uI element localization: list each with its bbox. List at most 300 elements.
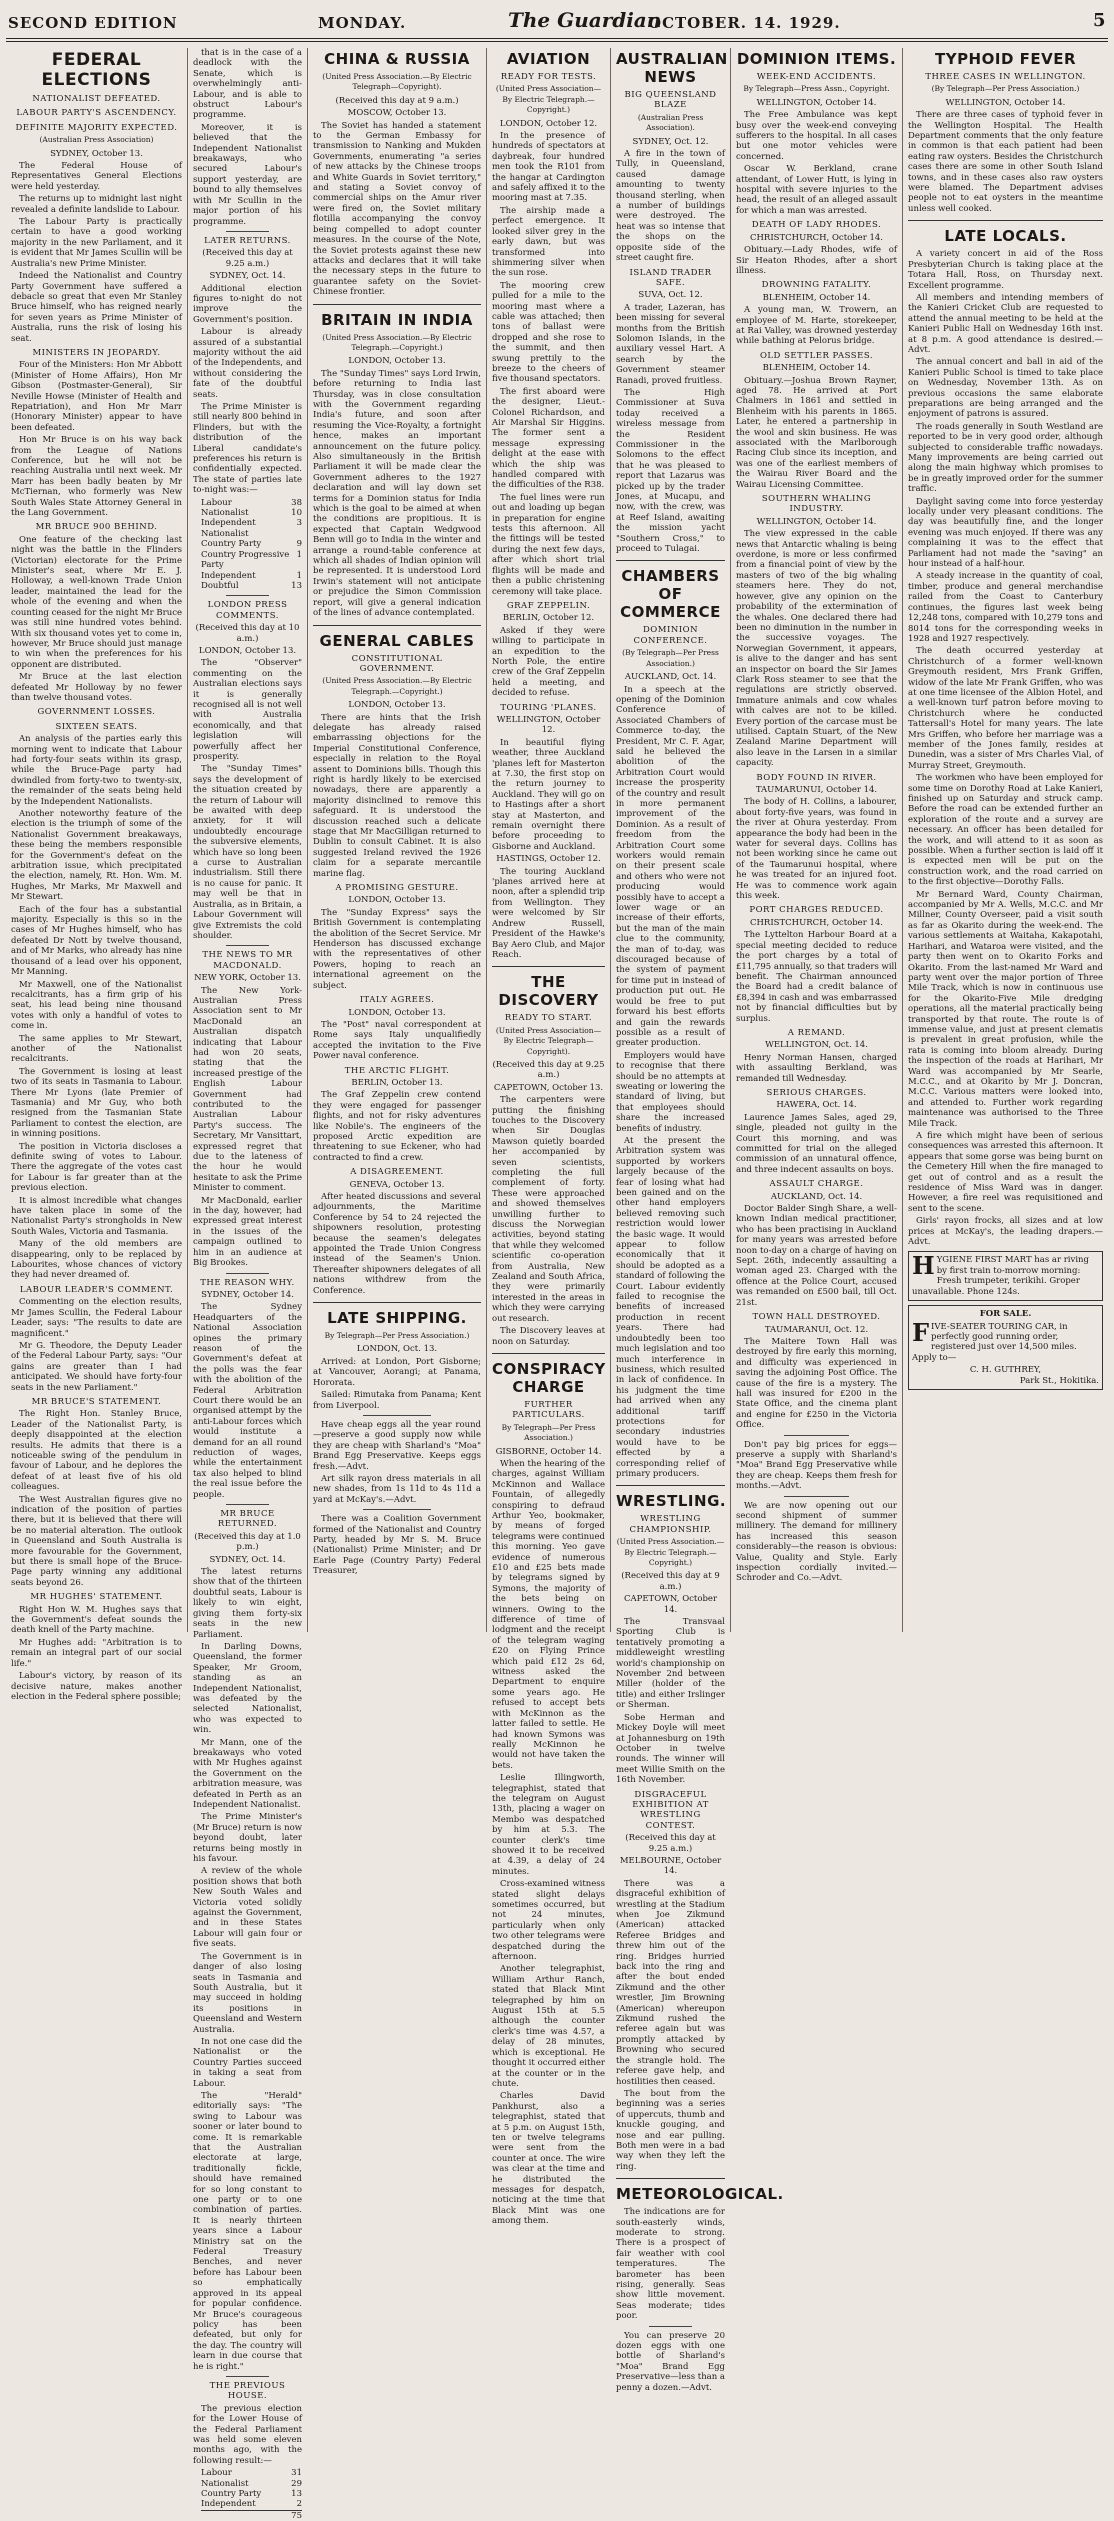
- column-aviation: [486, 48, 610, 2227]
- headline-typhoid-fever: TYPHOID FEVER: [934, 50, 1077, 68]
- credit-line: By Telegraph—Per Press Association.): [501, 1422, 596, 1443]
- party-seats: 31: [291, 2468, 302, 2479]
- drop-cap: H: [912, 1251, 935, 1281]
- subhead: ASSAULT CHARGE.: [769, 1179, 864, 1190]
- advertisement: Art silk rayon dress materials in all new shades, from 1s 11d to 4s 11d a yard at McKay's.—Advt.: [313, 1473, 481, 1505]
- paragraph: Asked if they were willing to participate in an expedition to the North Pole, the entire crew of the Graf Zeppelin held a meeting, and decided to refuse.: [492, 625, 605, 699]
- column-typhoid-locals: [902, 48, 1108, 1632]
- divider: [616, 560, 725, 561]
- dateline: AUCKLAND, Oct. 14.: [770, 1191, 863, 1202]
- dateline: WELLINGTON, October 12.: [496, 714, 601, 736]
- dateline: SYDNEY, Oct. 14.: [209, 1554, 286, 1565]
- credit-line: (United Press Association.—By Electric Telegraph.—Copyright.): [322, 332, 472, 352]
- dateline: WELLINGTON, October 14.: [945, 97, 1066, 108]
- paragraph: The roads generally in South Westland are reported to be in very good order, although subjected to considerable traffic nowadays. Many improvements are being carried out along the main highway which promises to be in greatly improved order for the summer traffic.: [908, 421, 1103, 495]
- dateline: LONDON, October 13.: [348, 895, 446, 906]
- paragraph: Leslie Illingworth, telegraphist, stated that the telegram on August 13th, placing a wager on Membo was despatched by him at 5.3. The counter clerk's time showed it to be received at 4.39, a delay of 24 minutes.: [492, 1773, 605, 1877]
- paragraph: Charles David Pankhurst, also a telegraphist, stated that at 5 p.m. on August 15th, ten or twelve telegrams were sent from the counter at once. The wire was clear at the time and he distributed the messages for despatch, noticing at the time that Black Mint was one among them.: [492, 2091, 605, 2227]
- divider: [784, 1496, 848, 1497]
- headline-late-locals: LATE LOCALS.: [944, 227, 1067, 246]
- paragraph: Obituary.—Joshua Brown Rayner, aged 78. He arrived at Port Chalmers in 1861 and settled in Blenheim with his parents in 1865. Later, he entered a partnership in the wool and skin business. He was associated with the Marlborough Racing Club since its inception, and was one of the earliest members of the Wairau River Board and the Wairau Licensing Committee.: [736, 375, 897, 490]
- subhead: MR BRUCE RETURNED.: [217, 1509, 278, 1530]
- divider: [226, 231, 270, 232]
- headline-general-cables: GENERAL CABLES: [319, 631, 475, 650]
- divider: [313, 304, 481, 305]
- paragraph: Commenting on the election results, Mr James Scullin, the Federal Labour Leader, says: "The results to date are magnificent.": [11, 1297, 182, 1339]
- paragraph: All members and intending members of the Kanieri Cricket Club are requested to attend the annual meeting to be held at the Kanieri Public Hall on Wednesday 16th inst. at 8 p.m. A good attendance is desired.—Advt.: [908, 292, 1103, 355]
- subhead: THE REASON WHY.: [200, 1277, 295, 1288]
- paragraph: The same applies to Mr Stewart, another of the Nationalist recalcitrants.: [11, 1033, 182, 1065]
- party-name: Labour: [201, 497, 232, 508]
- column-cables: [307, 48, 486, 1632]
- paragraph: Mr MacDonald, earlier in the day, however, had expressed great interest in the issues of the campaign outlined to him in an audience at Big Brookes.: [193, 1195, 302, 1269]
- dateline: SUVA, Oct. 12.: [638, 290, 703, 301]
- party-name: Nationalist: [201, 508, 249, 519]
- paragraph: that is in the case of a deadlock with the Senate, which is overwhelmingly anti-Labour, and is able to obstruct Labour's programme.: [193, 48, 302, 121]
- paragraph: After heated discussions and several adjournments, the Maritime Conference by 54 to 24 rejected the shipowners resolution, protesting because the seamen's delegates appointed the Trade Union Congress instead of the Seamen's Union. Thereafter shipowners delegates of all nations withdrew from the Conference.: [313, 1192, 481, 1296]
- subhead: WRESTLING CHAMPIONSHIP.: [629, 1514, 712, 1535]
- party-name: Doubtful: [201, 580, 239, 591]
- advertisement: We are now opening out our second shipment of summer millinery. The demand for millinery has increased this season considerably—the reason is obvious: Value, Quality and Style. Early inspection cordially invited.—Schroder and Co.—Advt.: [736, 1500, 897, 1584]
- party-row: [201, 508, 302, 518]
- credit-line: (By Telegraph—Per Press Association.): [622, 648, 719, 668]
- credit-line: (United Press Association—By Electric Telegraph—Copyright).: [495, 1025, 602, 1056]
- subhead: MR HUGHES' STATEMENT.: [30, 1592, 163, 1603]
- party-name: Country Progressive Party: [201, 549, 290, 571]
- headline-late-shipping: LATE SHIPPING.: [327, 1309, 467, 1328]
- paragraph: The Transvaal Sporting Club is tentatively promoting a middleweight wrestling world's championship on November 2nd between Miller (holder of the title) and either Irslinger or Sherman.: [616, 1617, 725, 1711]
- newspaper-title: The Guardian: [508, 8, 662, 32]
- divider: [492, 966, 605, 967]
- party-row: [201, 581, 302, 591]
- advertisement: Don't pay big prices for eggs—preserve a supply with Sharland's "Moa" Brand Egg Preservative while they are cheap. Keeps them fresh for months.—Advt.: [736, 1439, 897, 1492]
- paragraph: A young man, W. Trowern, an employee of M. Harte, storekeeper, at Rai Valley, was drowned yesterday while bathing at Pelorus bridge.: [736, 305, 897, 347]
- date-label: OCTOBER. 14. 1929.: [648, 14, 841, 32]
- paragraph: The previous election for the Lower House of the Federal Parliament was held some eleven months ago, with the following result:—: [193, 2403, 302, 2466]
- column-dominion-items: [730, 48, 902, 1632]
- paragraph: Hon Mr Bruce is on his way back from the League of Nations Conference, but he will not be reaching Australia until next week. Mr Marr has been badly beaten by Mr McTiernan, who formerly was New South Wales State Attorney General in the Lang Government.: [11, 435, 182, 519]
- party-name: Country Party: [201, 539, 262, 550]
- party-seats: 10: [291, 508, 302, 519]
- dateline: LONDON, October 13.: [348, 700, 446, 711]
- paragraph: Four of the Ministers: Hon Mr Abbott (Minister of Home Affairs), Hon Mr Gibson (Postmaster-General), Sir Neville Howse (Minister of Health and Repatriation), and Hon Mr Marr (Honorary Minister) appear to have been defeated.: [11, 360, 182, 433]
- paragraph: There was a Coalition Government formed of the Nationalist and Country Party, headed by Mr S. M. Bruce (Nationalist) Prime Minister; and Dr Earle Page (Country Party) Federal Treasurer,: [313, 1514, 481, 1577]
- paragraph: Labour's victory, by reason of its decisive nature, makes another election in the Federal sphere possible;: [11, 1671, 182, 1702]
- subhead: TOWN HALL DESTROYED.: [752, 1312, 881, 1323]
- paragraph: The death occurred yesterday at Christchurch of a former well-known Greymouth resident, Mrs Frank Griffen, widow of the late Mr Frank Griffen, who was at one time licensee of the Albion Hotel, and a well-known turf patron before moving to Christchurch where he conducted Tattersall's Hotel for many years. The late Mrs Griffen, who before her marriage was a member of the Jones family, resides at Dunedin, was a sister of Mrs Charles Vial, of Murray Street, Greymouth.: [908, 646, 1103, 771]
- paragraph: The "Sunday Times" says the development of the situation created by the return of Labour will be awaited with deep anxiety, for it will undoubtedly encourage the subversive elements, which have so long been a curse to Australian industrialism. Still there is no cause for panic. It may well be that in Australia, as in Britain, a Labour Government will give Extremists the cold shoulder.: [193, 764, 302, 941]
- party-row: [201, 571, 302, 581]
- paragraph: The Prime Minister is still nearly 800 behind in Flinders, but with the distribution of the Liberal candidate's preferences his return is confidentially expected. The state of parties late to-night was:—: [193, 402, 302, 496]
- headline-meteorological: METEOROLOGICAL.: [616, 2185, 784, 2204]
- paragraph: Mr Maxwell, one of the Nationalist recalcitrants, has a firm grip of his seat, his lead being nine thousand votes with only a handful of votes to come in.: [11, 979, 182, 1032]
- paragraph: Mr Bruce at the last election defeated Mr Holloway by no fewer than twelve thousand votes.: [11, 672, 182, 703]
- total-row: [201, 2510, 302, 2521]
- received-line: (Received this day at 9.25 a.m.): [492, 1059, 605, 1081]
- subhead: A DISAGREEMENT.: [350, 1167, 444, 1178]
- subhead: LABOUR LEADER'S COMMENT.: [19, 1284, 174, 1295]
- headline-conspiracy-charge: CONSPIRACY CHARGE: [492, 1359, 606, 1396]
- paragraph: In a speech at the opening of the Dominion Conference of Associated Chambers of Commerce to-day, the President, Mr C. F. Agar, said he believed the abolition of the Arbitration Court would increase the prosperity of the country and result in more permanent improvement of the Dominion. As a result of freedom from the Arbitration Court some workers would remain on their present scale and others who were not producing would possibly have to accept a lower wage or an increase of their efforts, but the man of the main clue to the community, the man of to-day, was discouraged because of the system of payment for time put in instead of production put out. He would be free to put forward his best efforts and gain the rewards possible as a result of greater production.: [616, 684, 725, 1049]
- dateline: BLENHEIM, October 14.: [762, 292, 871, 303]
- paragraph: The carpenters were putting the finishing touches to the Discovery when Sir Douglas Mawson quietly boarded her accompanied by seven scientists, completing the full complement of forty. These were approached and showed themselves unwilling further to discuss the Norwegian activities, beyond stating that while they welcomed scientific co-operation from Australia, New Zealand and South Africa, they were primarily interested in the areas in which they were carrying out research.: [492, 1095, 605, 1324]
- divider: [649, 2326, 693, 2327]
- paragraph: Doctor Balder Singh Share, a well-known Indian medical practitioner, who has been practising in Auckland for many years was arrested before noon to-day on a charge of having on Sept. 26th, indecently assaulting a woman aged 23. Charged with the offence at the Police Court, accused was remanded on £500 bail, till Oct. 21st.: [736, 1204, 897, 1308]
- paragraph: It is almost incredible what changes have taken place in some of the Nationalist Party's strongholds in New South Wales, Victoria and Tasmania.: [11, 1195, 182, 1237]
- paragraph: A review of the whole position shows that both New South Wales and Victoria voted solidly against the Government, and in these States Labour will gain four or five seats.: [193, 1866, 302, 1950]
- subhead: SERIOUS CHARGES.: [766, 1087, 867, 1098]
- dateline: CHRISTCHURCH, October 14.: [750, 917, 883, 928]
- paragraph: A fire in the town of Tully, in Queensland, caused damage amounting to twenty thousand sterling, when a number of buildings were destroyed. The heat was so intense that the shops on the opposite side of the street caught fire.: [616, 149, 725, 264]
- dateline: TAUMARANUI, Oct. 12.: [764, 1324, 869, 1335]
- paragraph: Moreover, it is believed that the Independent Nationalist breakaways, who secured Labour's support yesterday, are bound to ally themselves with Mr Scullin in the major portion of his programme.: [193, 122, 302, 227]
- paragraph: Sailed: Rimutaka from Panama; Kent from Liverpool.: [313, 1390, 481, 1411]
- paragraph: The annual concert and ball in aid of the Kanieri Public School is timed to take place on Wednesday, November 13th. As on previous occasions the same elaborate preparations are being arranged and the enjoyment of patrons is assured.: [908, 357, 1103, 420]
- paragraph: The mooring crew pulled for a mile to the mooring mast where a cable was attached; then tons of ballast were dropped and she rose to the summit, and then swung prettily to the breeze to the cheers of five thousand spectators.: [492, 280, 605, 385]
- column-australian-news: [610, 48, 784, 2393]
- divider: [908, 220, 1103, 221]
- paragraph: The "Sunday Times" says Lord Irwin, before returning to India last Thursday, was in close consultation with the Government regarding India's future, and soon after resuming the Vice-Royalty, a fortnight hence, makes an important announcement on the future policy. Also simultaneously in the British Parliament it will be made clear the Government adheres to the 1927 declaration and will lay down set terms for a Dominion status for India which is the goal to be aimed at when the conditions are propitious. It is expected that Captain Wedgwood Benn will go to India in the winter and arrange a round-table conference at which all shades of Indian opinion will be represented. It is understood Lord Irwin's statement will not anticipate or prejudice the Simon Commission report, will give a general indication of the lines of advance contemplated.: [313, 368, 481, 619]
- party-row: [201, 550, 302, 571]
- paragraph: The first aboard were the designer, Lieut.-Colonel Richardson, and Air Marshal Sir Higgins. The former sent a message expressing delight at the ease with which the ship was handled compared with the difficulties of the R38.: [492, 386, 605, 491]
- received-line: (Received this day at 9.25 a.m.): [625, 1833, 716, 1854]
- divider: [313, 1302, 481, 1303]
- classified-ad-for-sale: [908, 1305, 1103, 1390]
- subhead: THREE CASES IN WELLINGTON.: [925, 72, 1086, 82]
- paragraph: The Prime Minister's (Mr Bruce) return is now beyond doubt, later returns being mostly in his favour.: [193, 1812, 302, 1865]
- paragraph: The returns up to midnight last night revealed a definite landslide to Labour.: [11, 194, 182, 215]
- paragraph: Mr Mann, one of the breakaways who voted with Mr Hughes against the Government on the arbitration measure, was defeated in Perth as an Independent Nationalist.: [193, 1737, 302, 1810]
- total-seats: 75: [291, 2510, 302, 2521]
- paragraph: Oscar W. Berkland, crane attendant, of Lower Hutt, is lying in hospital with severe injuries to the head, the result of an alleged assault for which a man was arrested.: [736, 164, 897, 216]
- paragraph: The Sydney Headquarters of the National Association opines the primary reason of the Government's defeat at the polls was the fear with the abolition of the Federal Arbitration Court there would be an organised attempt by the anti-Labour forces which would institute a demand for an all round reduction of wages, while the entertainment tax also helped to blind the real issue before the people.: [193, 1302, 302, 1500]
- paragraph: The Federal House of Representatives General Elections were held yesterday.: [11, 161, 182, 192]
- drop-cap: F: [912, 1317, 930, 1347]
- paragraph: An analysis of the parties early this morning went to indicate that Labour had forty-four seats within its grasp, while the Bruce-Page party had dwindled from forty-two to twenty-six, the remainder of the seats being held by the Independent Nationalists.: [11, 734, 182, 807]
- party-name: Nationalist: [201, 2478, 249, 2489]
- day-label: MONDAY.: [318, 14, 407, 32]
- dateline: SYDNEY, October 14.: [201, 1289, 294, 1300]
- subhead: DEFINITE MAJORITY EXPECTED.: [15, 122, 178, 133]
- party-seats: 29: [291, 2478, 302, 2489]
- party-row: [201, 539, 302, 549]
- paragraph: Right Hon W. M. Hughes says that the Government's defeat sounds the death knell of the Party machine.: [11, 1604, 182, 1636]
- party-seats: 2: [296, 2499, 302, 2510]
- dateline: LONDON, October 13.: [198, 645, 297, 656]
- paragraph: The "Observer" commenting on the Australian elections says it is generally recognised all is not well with Australia economically, and that legislation will powerfully affect her prosperity.: [193, 658, 302, 762]
- dateline: BERLIN, October 12.: [502, 613, 595, 624]
- party-name: Labour: [201, 2468, 232, 2479]
- divider: [226, 945, 270, 946]
- subhead: READY TO START.: [504, 1013, 593, 1024]
- paragraph: Each of the four has a substantial majority. Especially is this so in the cases of Mr Hughes himself, who has defeated Dr Nott by twelve thousand, and of Mr Marks, who already has nine thousand of a lead over his opponent, Mr Manning.: [11, 904, 182, 978]
- paragraph: There are three cases of typhoid fever in the Wellington Hospital. The Health Department comments that the only feature in common is that each patient had been eating raw oysters. Besides the Christchurch cases there are some in other South Island towns, and in these cases also raw oysters were blamed. The Department advises people not to eat oysters in the meantime unless well cooked.: [908, 110, 1103, 214]
- subhead: OLD SETTLER PASSES.: [759, 350, 874, 361]
- dateline: AUCKLAND, Oct. 14.: [624, 672, 717, 683]
- paragraph: The Lyttelton Harbour Board at a special meeting decided to reduce the port charges by a total of £11,795 annually, so that traders will benefit. The Chairman announced the Board had a credit balance of £8,394 in cash and was embarrassed not by financial difficulties but by surplus.: [736, 930, 897, 1024]
- paragraph: The view expressed in the cable news that Antarctic whaling is being overdone, is more or less confirmed from a financial point of view by the masters of two of the big whaling steamers here. They do not, however, give any opinion on the probability of the extermination of the whales. One declared there had been no diminution in the number in the successive voyages. The Norwegian Government, it appears, is alive to the danger and has sent an inspector on board the Sir James Clark Ross steamer to see that the regulations are strictly observed. Immature animals and cow whales with calves are not to be killed. Every portion of the carcase must be utilised. Captain Stuart, of the New Zealand Marine Department will also leave in the Larsen in a similar capacity.: [736, 529, 897, 769]
- paragraph: The Labour Party is practically certain to have a good working majority in the new Parliament, and it is evident that Mr James Scullin will be Australia's new Prime Minister.: [11, 217, 182, 269]
- divider: [226, 1273, 270, 1274]
- subhead: GOVERNMENT LOSSES.: [37, 707, 156, 718]
- ad-name: C. H. GUTHREY,: [969, 1365, 1042, 1376]
- paragraph: The Right Hon. Stanley Bruce, Leader of the Nationalist Party, is deeply disappointed at the election results. He admits that there is a noticeable swing of the pendulum in favour of Labour, and he deplores the defeat of at least five of his old colleagues.: [11, 1409, 182, 1493]
- dateline: LONDON, Oct. 13.: [356, 1344, 438, 1355]
- paragraph: The airship made a perfect emergence. It looked silver grey in the early dawn, but was transformed into shimmering silver when the sun rose.: [492, 205, 605, 279]
- headline-china-russia: CHINA & RUSSIA: [324, 50, 470, 68]
- divider: [313, 625, 481, 626]
- paragraph: Indeed the Nationalist and Country Party Government have suffered a debacle so great that even Mr Stanley Bruce himself, who has reigned nearly for seven years as Prime Minister of Australia, runs the risk of losing his seat.: [11, 271, 182, 344]
- advertisement: You can preserve 20 dozen eggs with one bottle of Sharland's "Moa" Brand Egg Preservative—less than a penny a dozen.—Advt.: [616, 2330, 725, 2393]
- previous-house-table: [201, 2468, 302, 2521]
- paragraph: The indications are for south-easterly winds, moderate to strong. There is a prospect of fair weather with cool temperatures. The barometer has been rising, generally. Seas show little movement. Seas moderate; tides poor.: [616, 2207, 725, 2322]
- paragraph: At the present the Arbitration system was supported by workers largely because of the fear of losing what had been gained and on the other hand employers believed removing such restriction would lower the basic wage. It would appear to follow economically that it should be adopted as a standard of following the Court. Labour evidently failed to recognise the benefits of increased production in recent years. There had undoubtedly been too much legislation and too much interference in business, which resulted in lack of confidence. In his judgment the time had arrived when any additional tariff protections for secondary industries would have to be effected by a corresponding relief of primary producers.: [616, 1135, 725, 1479]
- dateline: HAWERA, Oct. 14.: [776, 1100, 857, 1111]
- headline-australian-news: AUSTRALIAN NEWS: [616, 50, 728, 86]
- paragraph: A steady increase in the quantity of coal, timber, produce and general merchandise railed from the Coast to Canterbury continues, the figures last week being 12,248 tons, compared with 10,279 tons and 8014 tons for the corresponding weeks in 1928 and 1927 respectively.: [908, 571, 1103, 644]
- dateline: SYDNEY, Oct. 14.: [209, 271, 286, 282]
- subhead: MR BRUCE'S STATEMENT.: [31, 1396, 162, 1407]
- dateline: MELBOURNE, October 14.: [619, 1855, 722, 1877]
- paragraph: Arrived: at London, Port Gisborne; at Vancouver, Aorangi; at Panama, Hororata.: [313, 1356, 481, 1388]
- party-seats: 13: [291, 580, 302, 591]
- headline-chambers-of-commerce: CHAMBERS OF COMMERCE: [620, 567, 721, 622]
- column-federal-elections: [6, 48, 187, 1702]
- party-seats: 3: [296, 518, 302, 529]
- dateline: MOSCOW, October 13.: [347, 108, 447, 119]
- headline-dominion-items: DOMINION ITEMS.: [736, 50, 897, 68]
- party-state-table: [201, 498, 302, 592]
- credit-line: By Telegraph—Per Press Association.): [324, 1331, 470, 1341]
- dateline: CHRISTCHURCH, October 14.: [750, 232, 883, 243]
- advertisement: Have cheap eggs all the year round—preserve a good supply now while they are cheap with Sharland's "Moa" Brand Egg Preservative. Keeps eggs fresh.—Advt.: [313, 1419, 481, 1472]
- paragraph: Laurence James Sales, aged 29, single, pleaded not guilty in the Court this morning, and was committed for trial on the alleged commission of an unnatural offence, and three indecent assaults on boys.: [736, 1112, 897, 1175]
- paragraph: The Graf Zeppelin crew contend they were engaged for passenger flights, and not for risky adventures like Nobile's. The engineers of the proposed Arctic expedition are threatening to sue Eckener, who had contracted to find a crew.: [313, 1090, 481, 1163]
- divider: [226, 1504, 270, 1505]
- ad-heading: FOR SALE.: [979, 1309, 1032, 1320]
- ad-address: Park St., Hokitika.: [1019, 1375, 1099, 1386]
- paragraph: Another telegraphist, William Arthur Ranch, stated that Black Mint telegraphed by him on August 15th at 5.5 although the counter clerk's time was 4.57, a delay of 28 minutes, which is exceptional. He thought it occurred either at the counter or in the chute.: [492, 1964, 605, 2089]
- party-row: [201, 2489, 302, 2499]
- paragraph: There are hints that the Irish delegate has already raised embarrassing objections for the Imperial Constitutional Conference, especially in relation to the Royal assent to Dominions bills. Though this right is hardly likely to be exercised nowadays, there are apparently a majority disinclined to remove this safeguard. It is understood the discussion reached such a delicate stage that Mr MacGilligan returned to Dublin to consult Cabinet. It is also suggested Ireland revived the 1926 claim for a separate mercantile marine flag.: [313, 712, 481, 879]
- party-seats: 1: [296, 570, 302, 581]
- party-seats: 38: [291, 497, 302, 508]
- divider: [363, 1509, 430, 1510]
- dateline: BLENHEIM, October 14.: [762, 363, 871, 374]
- headline-aviation: AVIATION: [506, 50, 591, 68]
- subhead: LABOUR PARTY'S ASCENDENCY.: [16, 108, 177, 119]
- paragraph: Girls' rayon frocks, all sizes and at low prices at McKay's, the leading drapers.—Advt.: [908, 1216, 1103, 1248]
- credit-line: (United Press Association.—By Electric Telegraph—Copyright).: [322, 72, 472, 92]
- dateline: BERLIN, October 13.: [351, 1077, 443, 1088]
- paragraph: The position in Victoria discloses a definite swing of votes to Labour. There the aggregate of the votes cast for Labour is far greater than at the previous election.: [11, 1141, 182, 1194]
- paragraph: The "Post" naval correspondent at Rome says Italy unqualifiedly accepted the invitation to the Five Power naval conference.: [313, 1019, 481, 1062]
- party-name: Country Party: [201, 2489, 262, 2499]
- dateline: GISBORNE, October 14.: [495, 1446, 602, 1457]
- divider: [492, 1353, 605, 1354]
- paragraph: The Maitere Town Hall was destroyed by fire early this morning, and difficulty was experienced in saving the adjoining Post Office. The cause of the fire is a mystery. The hall was insured for £200 in the State Office, and the cinema plant and engine for £250 in the Victoria Office.: [736, 1336, 897, 1431]
- subhead: BODY FOUND IN RIVER.: [756, 772, 877, 783]
- paragraph: The bout from the beginning was a series of uppercuts, thumb and knuckle gouging, and nose and ear pulling. Both men were in a bad way when they left the ring.: [616, 2088, 725, 2172]
- paragraph: The fuel lines were run out and loading up began in preparation for engine tests this afternoon. All the fittings will be tested during the next few days, after which short trial flights will be made and then a public christening ceremony will take place.: [492, 492, 605, 597]
- paragraph: When the hearing of the charges, against William McKinnon and Wallace Fountain, of allegedly conspiring to defraud Arthur Yeo, bookmaker, by means of forged telegrams were continued this morning. Yeo gave evidence of numerous £10 and £25 bets made by telegrams signed by Symons, the majority of the bets being on winners. Owing to the difference of time of lodgment and the receipt of the telegram waging £20 on Flying Prince which paid £12 2s 6d, witness asked the Department to enquire some years ago. He refused to accept bets with McKinnon as the latter failed to settle. He had known Symons was really McKinnon he would not have taken the bets.: [492, 1458, 605, 1771]
- dateline: TAUMARUNUI, October 14.: [755, 785, 878, 795]
- column-federal-elections-cont: [187, 48, 307, 2521]
- headline-britain-india: BRITAIN IN INDIA: [321, 310, 473, 329]
- subhead: CONSTITUTIONAL GOVERNMENT.: [351, 653, 443, 674]
- paragraph: The touring Auckland 'planes arrived here at noon, after a splendid trip from Wellington. They were welcomed by Sir Andrew Russell, President of the Hawke's Bay Aero Club, and Major Reach.: [492, 866, 605, 960]
- paragraph: The Free Ambulance was kept busy over the week-end conveying sufferers to the hospital. In all cases but one motor vehicles were concerned.: [736, 110, 897, 162]
- subhead: ITALY AGREES.: [359, 995, 435, 1006]
- subhead: DEATH OF LADY RHODES.: [751, 220, 882, 231]
- party-seats: 1: [296, 549, 302, 560]
- paragraph: The New York-Australian Press Association sent to Mr MacDonald an Australian dispatch indicating that Labour had won 20 seats, stating that the increased prestige of the English Labour Government had contributed to the Australian Labour Party's success. The Secretary, Mr Vansittart, expressed regret that due to the lateness of the hour he would hesitate to ask the Prime Minister to comment.: [193, 985, 302, 1194]
- subhead: SOUTHERN WHALING INDUSTRY.: [761, 494, 872, 515]
- divider: [363, 1415, 430, 1416]
- paragraph: The Soviet has handed a statement to the German Embassy for transmission to Nanking and Mukden Governments, enumerating "a series of new attacks by the Chinese troops and White Guards in Soviet territory," and stating a Soviet convoy of commercial ships on the Amur river were fired on, the Soviet military flotilla accompanying the convoy being compelled to adopt counter measures. In the course of the Note, the Soviet protests against these new attacks and declares that it will take the necessary steps in the future to guarantee safety on the Soviet-Chinese frontier.: [313, 120, 481, 298]
- paragraph: In beautiful flying weather, three Auckland 'planes left for Masterton at 7.30, the first stop on the return journey to Auckland. They will go on to Hastings after a short stay at Masterton, and remain overnight there before proceeding to Gisborne and Auckland.: [492, 737, 605, 852]
- paragraph: In not one case did the Nationalist or the Country Parties succeed in taking a seat from Labour.: [193, 2036, 302, 2089]
- subhead: SIXTEEN SEATS.: [55, 721, 138, 732]
- dateline: HASTINGS, October 12.: [496, 854, 601, 865]
- paragraph: A variety concert in aid of the Ross Presbyterian Church is taking place at the Totara Hall, Ross, on Thursday next. Excellent programme.: [908, 249, 1103, 291]
- paragraph: The Discovery leaves at noon on Saturday.: [492, 1326, 605, 1347]
- party-name: Independent Nationalist: [201, 518, 256, 539]
- paragraph: Many of the old members are disappearing, only to be replaced by Labourites, whose chances of victory they had never dreamed of.: [11, 1239, 182, 1281]
- party-row: [201, 2479, 302, 2489]
- divider: [616, 1485, 725, 1486]
- credit-line: (By Telegraph—Per Press Association.): [931, 84, 1080, 94]
- paragraph: Henry Norman Hansen, charged with assaulting Berkland, was remanded till Wednesday.: [736, 1052, 897, 1084]
- paragraph: Daylight saving come into force yesterday locally under very pleasant conditions. The day was beautifully fine, and the longer evening was much enjoyed. If there was any complaining it was to the effect that Parliament had not made the "saving" an hour instead of a half-hour.: [908, 496, 1103, 570]
- ad-text: YGIENE FIRST MART has ar riving by first train to-morrow morning: Fresh trumpeter, terikihi. Groper unavailable. Phone 124s.: [912, 1255, 1089, 1297]
- paragraph: In Darling Downs, Queensland, the former Speaker, Mr Groom, standing as an Independent Nationalist, was defeated by the selected Nationalist, who was expected to win.: [193, 1641, 302, 1736]
- party-row: [201, 2468, 302, 2478]
- party-name: Independent: [201, 2499, 256, 2510]
- paragraph: The latest returns show that of the thirteen doubtful seats, Labour is likely to win eight, giving them forty-six seats in the new Parliament.: [193, 1567, 302, 1640]
- party-name: Independent: [201, 570, 256, 581]
- paragraph: A trader, Lazeran, has been missing for several months from the British Solomon Islands, in the auxiliary vessel Hart. A search by the Government steamer Ranadi, proved fruitless.: [616, 302, 725, 386]
- divider: [226, 2376, 270, 2377]
- ad-text: IVE-SEATER TOURING CAR, in perfectly good running order, registered just over 14,500 miles. Apply to—: [912, 1321, 1077, 1363]
- paragraph: The West Australian figures give no indication of the position of parties there, but it is believed that there will be no material alteration. The outlook in Queensland and South Australia is more favourable for the Government, but there is small hope of the Bruce-Page party winning any additional seats beyond 26.: [11, 1494, 182, 1588]
- dateline: SYDNEY, October 13.: [50, 148, 143, 159]
- paragraph: The High Commissioner at Suva today received a wireless message from the Resident Commissioner in the Solomons to the effect that he was pleased to report that Lazarus was picked up by the trader Jones, at Mucapu, and now, with the crew, was at Reef Island, awaiting the mission yacht "Southern Cross," to proceed to Tulagai.: [616, 387, 725, 555]
- paragraph: The workmen who have been employed for some time on Dorothy Road at Lake Kanieri, finished up on Saturday and struck camp. Before the road can be extended further an exploration of the route and a survey are necessary. An officer has been detailed for the work, and will attend to it as soon as possible. When a further section is laid off it is expected men will be put on the construction work, and the road carried on to the first objective—Dorothy Falls.: [908, 773, 1103, 888]
- received-line: (Received this day at 10 a.m.): [195, 623, 300, 644]
- credit-line: (United Press Association.—By Electric Telegraph.—Copyright.): [322, 676, 472, 696]
- received-line: (Received this day at 1.0 p.m.): [194, 1531, 301, 1553]
- subhead: READY FOR TESTS.: [500, 72, 597, 82]
- subhead: GRAF ZEPPELIN.: [506, 600, 591, 611]
- subhead: DISGRACEFUL EXHIBITION AT WRESTLING CONTEST.: [632, 1789, 709, 1831]
- credit-line: (United Press Association.—By Electric Telegraph.—Copyright.): [616, 1537, 725, 1567]
- masthead-rule: [6, 38, 1108, 39]
- received-line: (Received this day at 9.25 a.m.): [202, 248, 293, 269]
- subhead: DROWNING FATALITY.: [761, 280, 872, 291]
- paragraph: The "Sunday Express" says the British Government is contemplating the abolition of the Secret Service. Mr Henderson has discussed exchange with the representatives of other Powers, hoping to reach an international agreement on the subject.: [313, 907, 481, 991]
- headline-the-discovery: THE DISCOVERY: [498, 973, 599, 1010]
- credit-line: (Australian Press Association).: [637, 112, 704, 133]
- paragraph: The "Herald" editorially says: "The swing to Labour was sooner or later bound to come. It is remarkable that the Australian electorate at large, traditionally fickle, should have remained for so long constant to one party or to one combination of parties. It is nearly thirteen years since a Labour Ministry sat on the Federal Treasury Benches, and never before has Labour been so emphatically approved in its appeal for popular confidence. Mr Bruce's courageous policy has been defeated, but only for the day. The country will learn in due course that he is right.": [193, 2090, 302, 2372]
- party-seats: 9: [296, 539, 302, 550]
- credit-line: (United Press Association—By Electric Telegraph.—Copyright.): [495, 84, 602, 115]
- paragraph: The body of H. Collins, a labourer, about forty-five years, was found in the river at Ohura yesterday. From appearance the body had been in the water for several days. Collins has not been working since he came out of the Taumarunui hospital, where he was treated for an injured foot. He was to commence work again this week.: [736, 797, 897, 902]
- dateline: LONDON, October 13.: [348, 356, 446, 367]
- subhead: MR BRUCE 900 BEHIND.: [35, 522, 158, 533]
- party-seats: 13: [291, 2489, 302, 2499]
- subhead: MINISTERS IN JEOPARDY.: [32, 347, 161, 358]
- paragraph: In the presence of hundreds of spectators at daybreak, four hundred men took the R101 from the hangar at Cardington and safely affixed it to the mooring mast at 7.35.: [492, 131, 605, 204]
- paragraph: Obituary.—Lady Rhodes, wife of Sir Heaton Rhodes, after a short illness.: [736, 245, 897, 276]
- paragraph: Employers would have to recognise that there should be no attempts at sweating or lowering the standard of living, but that employees should share the increased benefits of industry.: [616, 1050, 725, 1134]
- paragraph: The Government is in danger of also losing seats in Tasmania and South Australia, but it may succeed in holding its positions in Queensland and Western Australia.: [193, 1951, 302, 2035]
- paragraph: Sobe Herman and Mickey Doyle will meet at Johannesburg on 19th October in twelve rounds. The winner will meet Willie Smith on the 16th November.: [616, 1712, 725, 1786]
- subhead: A PROMISING GESTURE.: [335, 883, 459, 894]
- paragraph: A fire which might have been of serious consequences was arrested this afternoon. It appears that some gorse was being burnt on the Cemetery Hill when the fire managed to get out of control and as a result the residence of Miss Ward was in danger. However, a fire reel was requisitioned and sent to the scene.: [908, 1131, 1103, 1214]
- party-row: [201, 2499, 302, 2509]
- dateline: CAPETOWN, October 13.: [493, 1082, 604, 1093]
- dateline: LONDON, October 13.: [348, 1007, 446, 1018]
- credit-line: (Australian Press Association): [39, 135, 154, 145]
- paragraph: Cross-examined witness stated slight delays sometimes occurred, but not 24 minutes, particularly when only two other telegrams were despatched during the afternoon.: [492, 1879, 605, 1963]
- edition-label: SECOND EDITION: [8, 14, 178, 32]
- dateline: WELLINGTON, October 14.: [756, 516, 877, 527]
- credit-line: By Telegraph—Press Assn., Copyright.: [743, 84, 890, 94]
- divider: [784, 1435, 848, 1436]
- classified-ad-hygiene: [908, 1251, 1103, 1301]
- page-number: 5: [1093, 10, 1107, 31]
- received-line: (Received this day at 9 a.m.): [621, 1571, 720, 1592]
- divider: [226, 595, 270, 596]
- subhead: THE NEWS TO MR MACDONALD.: [202, 950, 293, 971]
- subhead: ISLAND TRADER SAFE.: [629, 267, 712, 288]
- subhead: PORT CHARGES REDUCED.: [749, 905, 884, 916]
- paragraph: Mr Bernard Ward, County Chairman, accompanied by Mr A. Wells, M.C.C. and Mr Millner, County Overseer, paid a visit south as far as Okarito during the week-end. The various settlements at Waitaha, Kakapotahi, Harihari, and Wataroa were visited, and the party then went on to Okarito Forks and Okarito. From the last-named Mr Ward and party went over the major portion of Three Mile Track, which is now in continuous use for the Okarito-Five Mile dredging operations, all the material practically being transported by that route. The route is of immense value, and just at present clematis is prevalent in great profusion, while the rata is coming into bloom already. During the inspection of the roads at Harihari, Mr Ward was accompanied by Mr Searle, M.C.C., and at Okarito by Mr J. Doncran, M.C.C. Various matters were looked into, and attended to. Further work regarding maintenance was authorised to the Three Mile Track.: [908, 889, 1103, 1129]
- paragraph: Another noteworthy feature of the election is the triumph of some of the Nationalist Government breakaways, these being the members responsible for the Government's defeat on the arbitration issue, which precipitated the election, namely, Rt. Hon. Wm. M. Hughes, Mr Marks, Mr Maxwell and Mr Stewart.: [11, 809, 182, 903]
- divider: [616, 2178, 725, 2179]
- subhead: LATER RETURNS.: [204, 235, 291, 246]
- subhead: TOURING 'PLANES.: [500, 702, 597, 713]
- dateline: WELLINGTON, Oct. 14.: [765, 1040, 868, 1051]
- dateline: SYDNEY, Oct. 12.: [632, 136, 709, 147]
- subhead: LONDON PRESS COMMENTS.: [207, 600, 288, 621]
- dateline: LONDON, October 12.: [499, 118, 598, 129]
- headline-wrestling: WRESTLING.: [616, 1492, 727, 1511]
- subhead: NATIONALIST DEFEATED.: [32, 94, 161, 104]
- subhead: WEEK-END ACCIDENTS.: [756, 72, 877, 82]
- paragraph: The Government is losing at least two of its seats in Tasmania to Labour. There Mr Lyons (late Premier of Tasmania) and Mr Guy, who both resigned from the Tasmanian State Parliament to contest the election, are in winning positions.: [11, 1066, 182, 1140]
- dateline: WELLINGTON, October 14.: [756, 97, 877, 108]
- headline-federal-elections: FEDERAL ELECTIONS: [41, 50, 152, 90]
- dateline: GENEVA, October 13.: [349, 1179, 445, 1190]
- paragraph: Mr Hughes add: "Arbitration is to remain an integral part of our social life.": [11, 1637, 182, 1669]
- subhead: BIG QUEENSLAND BLAZE: [624, 90, 717, 111]
- paragraph: There was a disgraceful exhibition of wrestling at the Stadium when Joe Zikmund (American) attacked Referee Bridges and threw him out of the ring. Bridges hurried back into the ring and after the bout ended Zikmund and the other wrestler, Jim Browning (American) whereupon Zikmund rushed the referee again but was promptly attacked by Browning who secured the strangle hold. The referee gave help, and hostilities then ceased.: [616, 1878, 725, 2087]
- masthead-rule-2: [6, 41, 1108, 42]
- subhead: THE PREVIOUS HOUSE.: [209, 2380, 286, 2402]
- paragraph: Mr G. Theodore, the Deputy Leader of the Federal Labour Party, says: "Our gains are greater than I had anticipated. We should have forty-four seats in the new Parliament.": [11, 1340, 182, 1393]
- subhead: A REMAND.: [787, 1027, 846, 1038]
- received-line: (Received this day at 9 a.m.): [335, 95, 459, 106]
- paragraph: Additional election figures to-night do not improve the Government's position.: [193, 283, 302, 325]
- paragraph: One feature of the checking last night was the battle in the Flinders (Victorian) electorate for the Prime Minister's seat, where Mr E. J. Holloway, a well-known Trade Union leader, maintained the lead for the whole of the evening and when the counting ceased for the night Mr Bruce was still nine hundred votes behind. With six thousand votes yet to come in, however, Mr Bruce should just manage to win when the preferences for his opponent are distributed.: [11, 534, 182, 670]
- party-row: [201, 498, 302, 508]
- subhead: FURTHER PARTICULARS.: [512, 1399, 585, 1421]
- subhead: DOMINION CONFERENCE.: [633, 625, 708, 646]
- subhead: THE ARCTIC FLIGHT.: [344, 1065, 450, 1076]
- party-row: [201, 518, 302, 539]
